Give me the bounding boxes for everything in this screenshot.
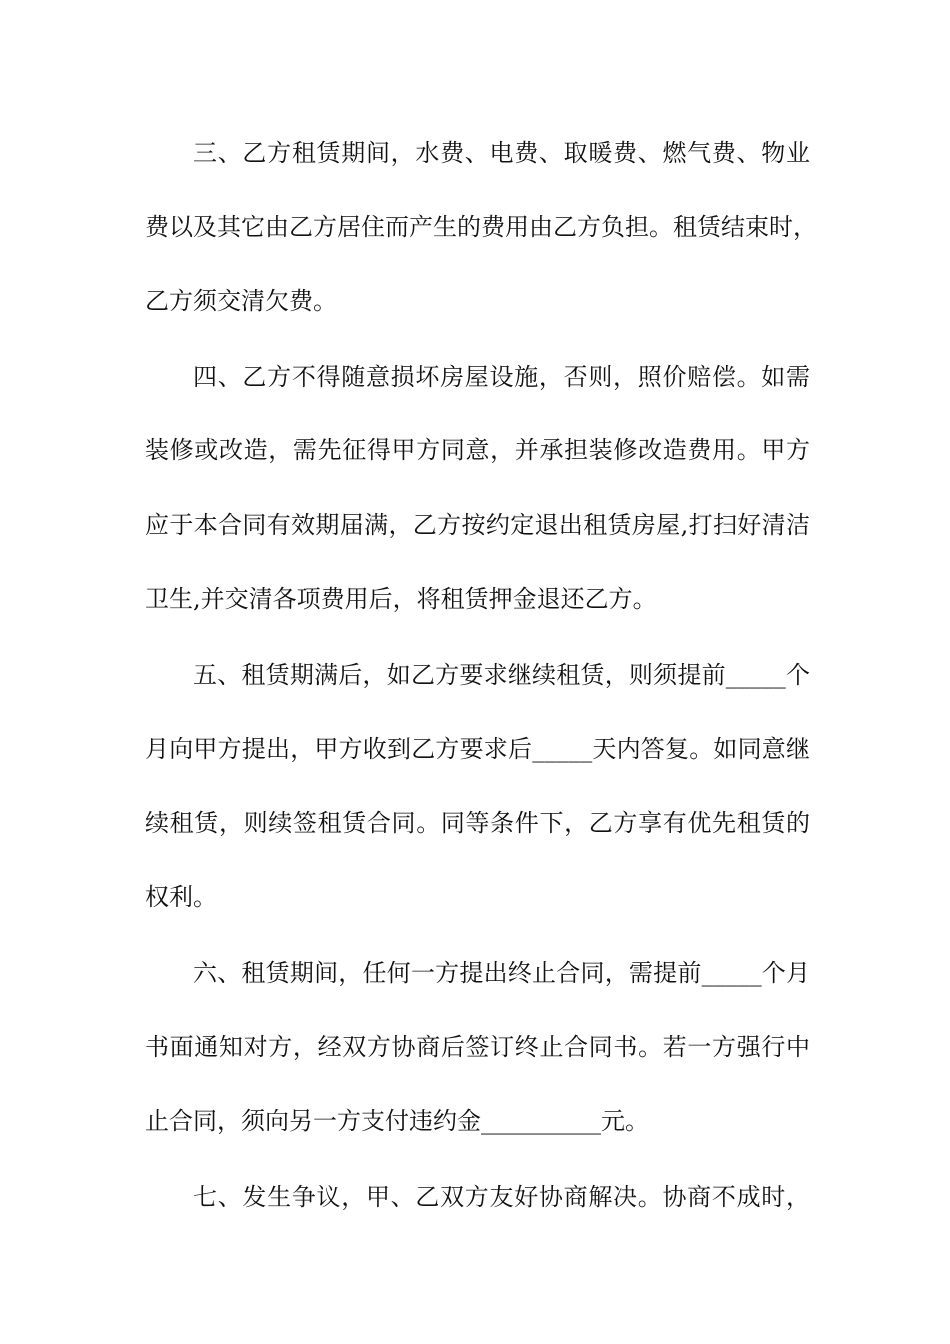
text-line: 应于本合同有效期届满，乙方按约定退出租赁房屋,打扫好清洁 (145, 511, 810, 539)
text-line: 装修或改造，需先征得甲方同意，并承担装修改造费用。甲方 (145, 436, 810, 464)
text-line: 书面通知对方，经双方协商后签订终止合同书。若一方强行中 (145, 1033, 810, 1061)
text-line: 六、租赁期间，任何一方提出终止合同，需提前_____个月 (193, 959, 810, 987)
text-line: 止合同，须向另一方支付违约金__________元。 (145, 1107, 649, 1135)
text-line: 四、乙方不得随意损坏房屋设施，否则，照价赔偿。如需 (193, 363, 810, 391)
text-line: 五、租赁期满后，如乙方要求继续租赁，则须提前_____个 (193, 661, 810, 689)
text-line: 乙方须交清欠费。 (145, 287, 337, 315)
text-line: 续租赁，则续签租赁合同。同等条件下，乙方享有优先租赁的 (145, 809, 810, 837)
text-line: 月向甲方提出，甲方收到乙方要求后_____天内答复。如同意继 (145, 735, 810, 763)
text-line: 三、乙方租赁期间，水费、电费、取暖费、燃气费、物业 (193, 139, 810, 167)
text-line: 卫生,并交清各项费用后，将租赁押金退还乙方。 (145, 585, 657, 613)
text-line: 七、发生争议，甲、乙双方友好协商解决。协商不成时， (193, 1183, 810, 1211)
text-line: 费以及其它由乙方居住而产生的费用由乙方负担。租赁结束时， (145, 213, 817, 241)
text-line: 权利。 (145, 883, 217, 911)
